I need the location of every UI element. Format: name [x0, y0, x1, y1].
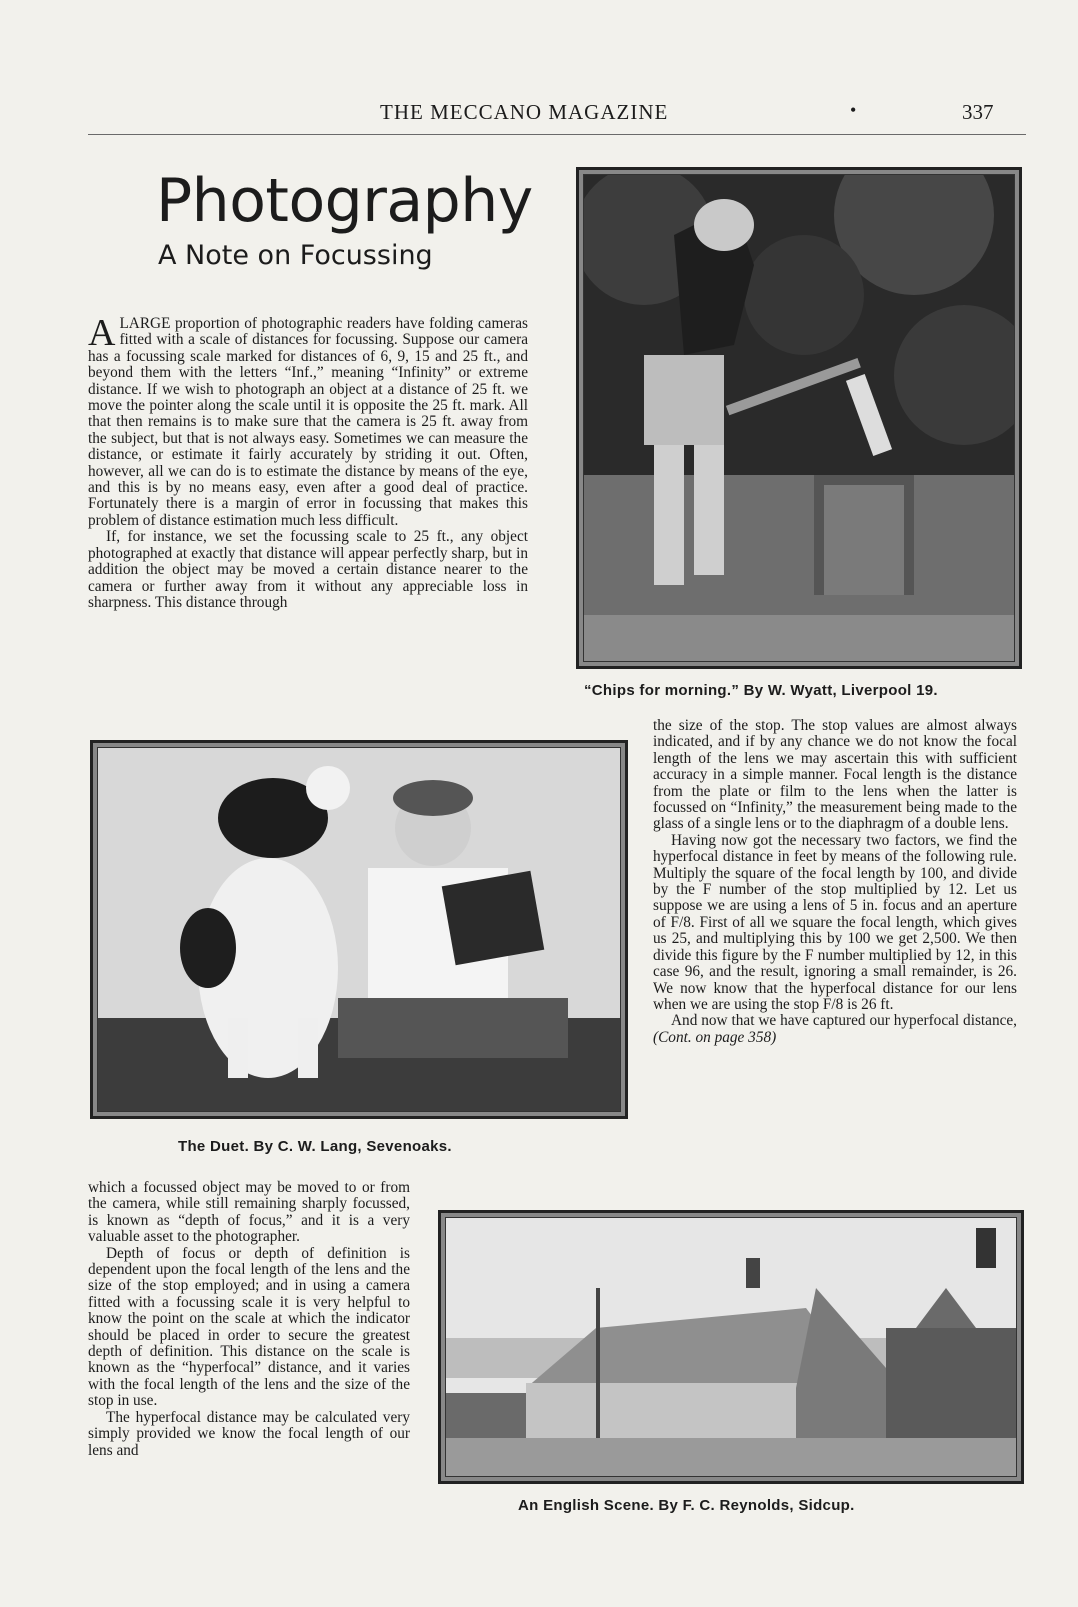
body-column-2: [653, 718, 1017, 1046]
photo-the-duet: [90, 740, 628, 1119]
photo-caption: “Chips for morning.” By W. Wyatt, Liverpool 19.: [584, 682, 938, 699]
photo-chips-for-morning: [576, 167, 1022, 669]
running-title: THE MECCANO MAGAZINE: [380, 100, 669, 124]
photo-boy-and-dog-image: [98, 748, 620, 1111]
header-rule: [88, 134, 1026, 135]
paragraph: If, for instance, we set the focussing scale to 25 ft., any object photographed at exactly that distance will appear perfectly sharp, but in addition the object may be moved a certain distance nearer to the camera or further away from it without any appreciable loss in sharpness. This distance through: [88, 528, 528, 611]
article-subtitle: A Note on Focussing: [158, 240, 433, 271]
paragraph: Depth of focus or depth of definition is dependent upon the focal length of the lens and the size of the stop employed; and in using a camera fitted with a focussing scale it is very helpful to know the point on the scale at which the indicator should be placed in order to secure the greatest depth of definition. This distance on the scale is known as the “hyperfocal” distance, and it varies with the focal length of the lens and the size of the stop in use.: [88, 1244, 410, 1410]
paragraph: which a focussed object may be moved to or from the camera, while still remaining sharply focussed, is known as “depth of focus,” and it is a very valuable asset to the photographer.: [88, 1179, 410, 1246]
paragraph: And now that we have captured our hyperfocal distance, (Cont. on page 358): [653, 1012, 1017, 1046]
paragraph: The hyperfocal distance may be calculated very simply provided we know the focal length of our lens and: [88, 1408, 410, 1459]
photo-an-english-scene: [438, 1210, 1024, 1484]
paragraph: Having now got the necessary two factors, we find the hyperfocal distance in feet by means of the following rule. Multiply the square of the focal length by 100, and divide by the F number of the stop multiplied by 12. Let us suppose we are using a lens of 5 in. focus and an aperture of F/8. First of all we square the focal length, which gives us 25, and multiplying this by 100 we get 2,500. We then divide this figure by the F number multiplied by 12, in this case 96, and the result, ignoring a small remainder, is 26. We now know that the hyperfocal distance for our lens when we are using the stop F/8 is 26 ft.: [653, 831, 1017, 1013]
photo-caption: The Duet. By C. W. Lang, Sevenoaks.: [178, 1138, 452, 1155]
paragraph: the size of the stop. The stop values are almost always indicated, and if by any chance we do not know the focal length of the lens we may ascertain this with sufficient accuracy in a simple manner. Focal length is the distance from the plate or film to the lens when the latter is focussed on “Infinity,” the measurement being made to the glass of a single lens or to the diaphragm of a double lens.: [653, 717, 1017, 833]
photo-caption: An English Scene. By F. C. Reynolds, Sidcup.: [518, 1497, 855, 1514]
drop-cap: A: [88, 312, 116, 354]
photo-cottages-image: [446, 1218, 1016, 1476]
continued-note: (Cont. on page 358): [653, 1028, 777, 1046]
body-column-3: [88, 1180, 410, 1459]
photo-boy-chopping-wood-image: [584, 175, 1014, 661]
paragraph: ALARGE proportion of photographic readers have folding cameras fitted with a scale of distances for focussing. Suppose our camera has a focussing scale marked for distances of 6, 9, 15 and 25 ft., and beyond them with the letters “Inf.,” meaning “Infinity” or extreme distance. If we wish to photograph an object at a distance of 25 ft. we move the pointer along the scale until it is opposite the 25 ft. mark. All that then remains is to make sure that the camera is 25 ft. away from the subject, but that is not always easy. Sometimes we can measure the distance, or estimate it fairly accurately by striding it out. Often, however, all we can do is to estimate the distance by means of the eye, and this is by no means easy, even after a good deal of practice. Fortunately there is a margin of error in focussing that makes this problem of distance estimation much less difficult.: [88, 312, 528, 529]
page-number: 337: [962, 100, 994, 124]
body-column-1: [88, 312, 528, 611]
article-title: Photography: [156, 166, 533, 236]
header-separator: •: [850, 100, 857, 120]
